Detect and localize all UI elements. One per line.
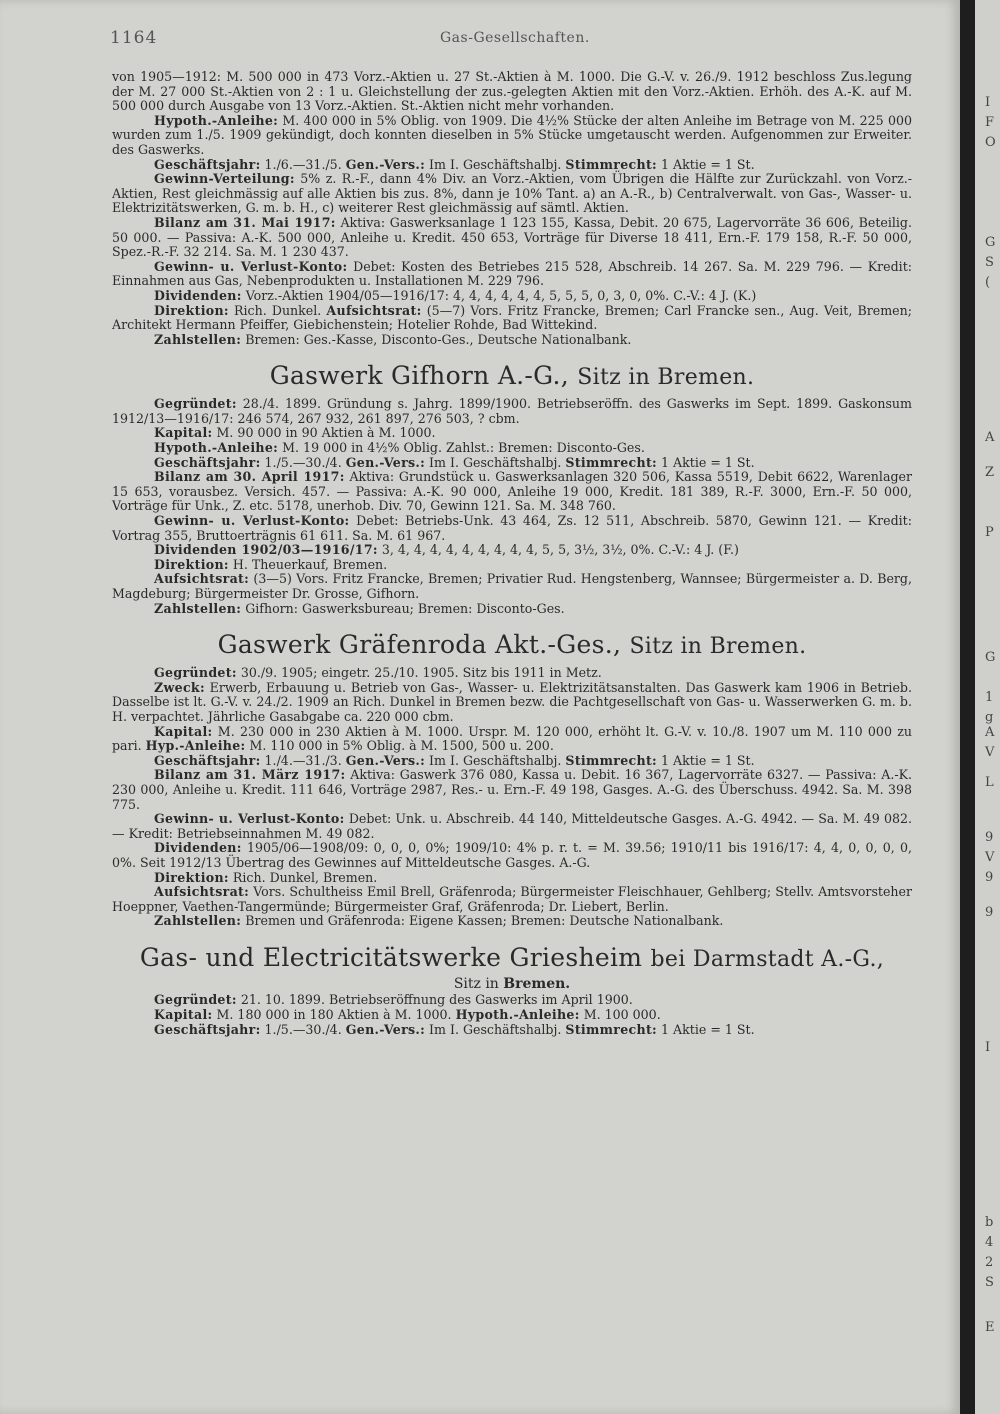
value: 28./4. 1899. Gründung s. Jahrg. 1899/1900. Betriebseröffn. des Gaswerks im Sept. 1899. Gaskonsum 1912/13—1916/17: 246 574, 267 932, 261 897, 276 503, ? cbm. <box>112 396 912 426</box>
label: Direktion: <box>154 869 229 885</box>
label: Hyp.-Anleihe: <box>145 738 246 754</box>
company-name: Gas- und Electricitätswerke Griesheim <box>139 942 643 972</box>
value: 1./5.—30./4. <box>264 454 342 470</box>
value: 30./9. 1905; eingetr. 25./10. 1905. Sitz bis 1911 in Metz. <box>240 665 602 681</box>
facing-page-char: 1 <box>985 690 994 705</box>
graefenroda-zahlstellen <box>112 914 912 929</box>
facing-page-char: ( <box>985 275 991 290</box>
label: Stimmrecht: <box>565 752 658 768</box>
gifhorn-guv <box>112 514 912 543</box>
intro-capital-history: von 1905—1912: M. 500 000 in 473 Vorz.-Aktien u. 27 St.-Aktien à M. 1000. Die G.-V. v. 26./9. 1912 beschloss Zus.legung der M. 27 000 St.-Aktien von 2 : 1 u. Gleichstellung der zus.-gelegten Aktien mit den Vorz.-Aktien. Erhöh. des A.-K. auf M. 500 000 durch Ausgabe von 13 Vorz.-Aktien. St.-Aktien nicht mehr vorhanden. <box>112 69 912 114</box>
page-content <box>112 70 912 1037</box>
value: Im I. Geschäftshalbj. <box>429 752 562 768</box>
value: Im I. Geschäftshalbj. <box>429 454 562 470</box>
label: Dividenden 1902/03—1916/17: <box>154 542 378 558</box>
value: 1 Aktie = 1 St. <box>661 454 755 470</box>
facing-page-characters <box>985 0 1000 1414</box>
seat-city: Bremen. <box>503 975 571 992</box>
facing-page-char: V <box>985 745 995 760</box>
label: Gen.-Vers.: <box>345 454 426 470</box>
value: M. 230 000 in 230 Aktien à M. 1000. Urspr. M. 120 000, erhöht lt. G.-V. v. 10./8. 1907 um M. 110 000 zu pari. <box>112 723 912 754</box>
value: 21. 10. 1899. Betriebseröffnung des Gaswerks im April 1900. <box>240 992 633 1008</box>
facing-page-char: G <box>985 650 996 665</box>
label: Direktion: <box>154 302 229 318</box>
company-name-tail: bei Darmstadt A.-G., <box>650 946 885 972</box>
company-title-graefenroda <box>112 630 912 662</box>
facing-page-char: L <box>985 775 994 790</box>
facing-page-char: g <box>985 710 994 725</box>
graefenroda-zweck <box>112 681 912 725</box>
value: M. 180 000 in 180 Aktien à M. 1000. <box>216 1007 452 1023</box>
facing-page-char: Z <box>985 465 995 480</box>
gifhorn-meta <box>112 456 912 471</box>
facing-page-char: I <box>985 1040 991 1055</box>
value: M. 400 000 in 5% Oblig. von 1909. Die 4½% Stücke der alten Anleihe im Betrage von M. 225 000 wurden zum 1./5. 1909 gekündigt, doch konnten dieselben in 5% Stücke umgetauscht werden. Aufgenommen zur Erweiter. des Gaswerks. <box>112 112 912 157</box>
facing-page-char: F <box>985 115 995 130</box>
graefenroda-bilanz <box>112 768 912 812</box>
gifhorn-aufsichtsrat <box>112 572 912 601</box>
facing-page-char: b <box>985 1215 994 1230</box>
griesheim-kapital <box>112 1008 912 1023</box>
value: Vorz.-Aktien 1904/05—1916/17: 4, 4, 4, 4, 4, 4, 5, 5, 5, 0, 3, 0, 0%. C.-V.: 4 J. (K.) <box>245 287 757 303</box>
label: Gen.-Vers.: <box>345 752 426 768</box>
label: Aufsichtsrat: <box>154 884 250 900</box>
gifhorn-hypoth <box>112 441 912 456</box>
value: 1905/06—1908/09: 0, 0, 0, 0%; 1909/10: 4% p. r. t. = M. 39.56; 1910/11 bis 1916/17: 4, 4, 0, 0, 0, 0, 0%. Seit 1912/13 Übertrag des Gewinnes auf Mitteldeutsche Gasges. A.-G. <box>112 840 912 870</box>
label: Dividenden: <box>154 287 242 303</box>
facing-page-char: O <box>985 135 996 150</box>
facing-page-char: A <box>985 725 995 740</box>
company-name: Gaswerk Gräfenroda Akt.-Ges., <box>217 630 622 660</box>
label: Gewinn- u. Verlust-Konto: <box>154 513 350 529</box>
facing-page-char: 9 <box>985 870 994 885</box>
gifhorn-zahlstellen <box>112 602 912 617</box>
value: 1./6.—31./5. <box>264 156 342 172</box>
facing-page-char: 2 <box>985 1255 994 1270</box>
value: Debet: Unk. u. Abschreib. 44 140, Mitteldeutsche Gasges. A.-G. 4942. — Sa. M. 49 082. — Kredit: Betriebseinnahmen M. 49 082. <box>112 811 913 841</box>
company-seat: Sitz in Bremen. <box>629 634 807 660</box>
company-seat: Sitz in Bremen. <box>577 365 755 391</box>
label: Zweck: <box>154 679 205 695</box>
intro-meta <box>112 158 912 173</box>
label: Hypoth.-Anleihe: <box>154 112 279 128</box>
label: Aufsichtsrat: <box>154 571 250 587</box>
facing-page-char: V <box>985 850 995 865</box>
value: 1 Aktie = 1 St. <box>661 752 755 768</box>
facing-page-char: S <box>985 1275 994 1290</box>
value: Gifhorn: Gaswerksbureau; Bremen: Disconto-Ges. <box>245 600 565 616</box>
gifhorn-direktion <box>112 558 912 573</box>
label: Gen.-Vers.: <box>345 156 426 172</box>
value: Bremen: Ges.-Kasse, Disconto-Ges., Deutsche Nationalbank. <box>245 331 632 347</box>
value: M. 100 000. <box>583 1007 661 1023</box>
label: Gegründet: <box>154 665 237 681</box>
label: Gewinn- u. Verlust-Konto: <box>154 258 348 274</box>
label: Kapital: <box>154 425 213 441</box>
intro-direktion-aufsichtsrat <box>112 304 912 333</box>
value: (3—5) Vors. Fritz Francke, Bremen; Privatier Rud. Hengstenberg, Wannsee; Bürgermeister a. D. Berg, Magdeburg; Bürgermeister Dr. Grosse, Gifhorn. <box>112 571 912 601</box>
graefenroda-dividenden <box>112 841 912 870</box>
label: Geschäftsjahr: <box>154 454 261 470</box>
value: Aktiva: Gaswerksanlage 1 123 155, Kassa, Debit. 20 675, Lagervorräte 36 606, Beteilig. 50 000. — Passiva: A.-K. 500 000, Anleihe u. Kredit. 450 653, Vorträge für Diverse 18 411, Ern.-F. 179 158, R.-F. 50 000, Spez.-R.-F. 32 214. Sa. M. 1 230 437. <box>112 214 912 260</box>
gifhorn-bilanz <box>112 470 912 514</box>
graefenroda-meta <box>112 754 912 769</box>
facing-page-char: E <box>985 1320 995 1335</box>
gifhorn-kapital <box>112 426 912 441</box>
value: 1 Aktie = 1 St. <box>661 156 755 172</box>
intro-dividenden <box>112 289 912 304</box>
value: 1 Aktie = 1 St. <box>661 1021 755 1037</box>
griesheim-gegruendet <box>112 993 912 1008</box>
facing-page-char: S <box>985 255 994 270</box>
value: Rich. Dunkel. <box>234 302 322 318</box>
label: Gegründet: <box>154 992 237 1008</box>
value: M. 110 000 in 5% Oblig. à M. 1500, 500 u. 200. <box>249 738 554 754</box>
label: Gegründet: <box>154 396 237 412</box>
intro-guv <box>112 260 912 289</box>
intro-gewinnverteilung <box>112 172 912 216</box>
company-name: Gaswerk Gifhorn A.-G., <box>269 361 570 391</box>
graefenroda-gegruendet <box>112 666 912 681</box>
value: Aktiva: Gaswerk 376 080, Kassa u. Debit. 16 367, Lagervorräte 6327. — Passiva: A.-K. 230 000, Anleihe u. Kredit. 111 646, Vorträge 2987, Res.- u. Ern.-F. 49 198, Gasges. A.-G. des Überschuss. 4942. Sa. M. 398 775. <box>112 767 913 812</box>
label: Kapital: <box>154 723 213 739</box>
label: Bilanz am 31. Mai 1917: <box>154 214 336 230</box>
gifhorn-gegruendet <box>112 397 912 426</box>
label: Stimmrecht: <box>565 454 658 470</box>
label: Gewinn- u. Verlust-Konto: <box>154 811 345 827</box>
graefenroda-guv <box>112 812 912 841</box>
label: Hypoth.-Anleihe: <box>154 440 279 456</box>
label: Aufsichtsrat: <box>326 302 422 318</box>
company-title-gifhorn <box>112 361 912 393</box>
facing-page-char: 4 <box>985 1235 994 1250</box>
value: M. 19 000 in 4½% Oblig. Zahlst.: Bremen: Disconto-Ges. <box>282 440 645 456</box>
value: Debet: Betriebs-Unk. 43 464, Zs. 12 511, Abschreib. 5870, Gewinn 121. — Kredit: Vortrag 355, Bruttoerträgnis 61 611. Sa. M. 61 967. <box>112 513 912 543</box>
value: 1./5.—30./4. <box>264 1021 342 1037</box>
intro-zahlstellen <box>112 333 912 348</box>
facing-page-char: 9 <box>985 830 994 845</box>
label: Geschäftsjahr: <box>154 1021 261 1037</box>
graefenroda-kapital <box>112 725 912 754</box>
label: Hypoth.-Anleihe: <box>455 1007 580 1023</box>
value: M. 90 000 in 90 Aktien à M. 1000. <box>216 425 436 441</box>
label: Geschäftsjahr: <box>154 156 261 172</box>
value: Erwerb, Erbauung u. Betrieb von Gas-, Wasser- u. Elektrizitätsanstalten. Das Gaswerk kam 1906 in Betrieb. Dasselbe ist lt. G.-V. v. 24./2. 1909 an Rich. Dunkel in Bremen bezw. die Pachtgesellschaft von Gas- u. Wasserwerken G. m. b. H. verpachtet. Jährliche Gasabgabe ca. 220 000 cbm. <box>112 679 912 724</box>
company-seat-griesheim <box>112 977 912 992</box>
griesheim-meta <box>112 1023 912 1038</box>
intro-bilanz <box>112 216 912 260</box>
label: Dividenden: <box>154 840 242 856</box>
label: Zahlstellen: <box>154 913 242 929</box>
page-header <box>110 28 910 52</box>
gifhorn-dividenden <box>112 543 912 558</box>
facing-page-char: 9 <box>985 905 994 920</box>
seat-prefix: Sitz in <box>453 975 499 992</box>
label: Zahlstellen: <box>154 331 242 347</box>
value: 1./4.—31./3. <box>264 752 342 768</box>
label: Stimmrecht: <box>565 156 658 172</box>
graefenroda-direktion <box>112 871 912 886</box>
value: H. Theuerkauf, Bremen. <box>232 556 388 572</box>
value: Debet: Kosten des Betriebes 215 528, Abschreib. 14 267. Sa. M. 229 796. — Kredit: Einnahmen aus Gas, Nebenprodukten u. Installationen M. 229 796. <box>112 258 913 289</box>
label: Kapital: <box>154 1007 213 1023</box>
value: Rich. Dunkel, Bremen. <box>232 869 378 885</box>
value: (5—7) Vors. Fritz Francke, Bremen; Carl Francke sen., Aug. Veit, Bremen; Architekt Hermann Pfeiffer, Giebichenstein; Hotelier Rohde, Bad Wittekind. <box>112 302 912 333</box>
value: Im I. Geschäftshalbj. <box>429 156 562 172</box>
value: Vors. Schultheiss Emil Brell, Gräfenroda; Bürgermeister Fleischhauer, Gehlberg; Stellv. Amtsvorsteher Hoeppner, Vaethen-Tangermünde; Bürgermeister Graf, Gräfenroda; Dr. Liebert, Berlin. <box>112 884 912 914</box>
running-head: Gas-Gesellschaften. <box>440 30 590 46</box>
label: Bilanz am 31. März 1917: <box>154 767 346 783</box>
facing-page-char: G <box>985 235 996 250</box>
label: Zahlstellen: <box>154 600 242 616</box>
label: Bilanz am 30. April 1917: <box>154 469 345 485</box>
value: Im I. Geschäftshalbj. <box>429 1021 562 1037</box>
value: 3, 4, 4, 4, 4, 4, 4, 4, 4, 4, 5, 5, 3½, 3½, 0%. C.-V.: 4 J. (F.) <box>381 542 739 558</box>
company-title-griesheim <box>112 943 912 975</box>
graefenroda-aufsichtsrat <box>112 885 912 914</box>
label: Direktion: <box>154 556 229 572</box>
facing-page-char: P <box>985 525 994 540</box>
intro-hypoth <box>112 114 912 158</box>
label: Gen.-Vers.: <box>345 1021 426 1037</box>
label: Stimmrecht: <box>565 1021 658 1037</box>
page-number: 1164 <box>110 28 158 48</box>
value: 5% z. R.-F., dann 4% Div. an Vorz.-Aktien, vom Übrigen die Hälfte zur Zurückzahl. von Vorz.-Aktien, Rest gleichmässig auf alle Aktien bis zus. 8%, dann je 10% Tant. a) an A.-R., b) Centralverwalt. von Gas-, Wasser- u. Elektrizitätswerken, G. m. b. H., c) weiterer Rest gleichmässig auf sämtl. Aktien. <box>112 171 912 216</box>
value: Bremen und Gräfenroda: Eigene Kassen; Bremen: Deutsche Nationalbank. <box>245 913 724 929</box>
facing-page-char: A <box>985 430 995 445</box>
value: Aktiva: Grundstück u. Gaswerksanlagen 320 506, Kassa 5519, Debit 6622, Warenlager 15 653, vorausbez. Versich. 457. — Passiva: A.-K. 90 000, Anleihe 19 000, Kredit. 181 389, R.-F. 3000, Ern.-F. 50 000, Vorträge für Unk., Z. etc. 5178, unerhob. Div. 70, Gewinn 121. Sa. M. 348 760. <box>112 469 912 514</box>
label: Geschäftsjahr: <box>154 752 261 768</box>
facing-page-char: I <box>985 95 991 110</box>
label: Gewinn-Verteilung: <box>154 171 295 187</box>
